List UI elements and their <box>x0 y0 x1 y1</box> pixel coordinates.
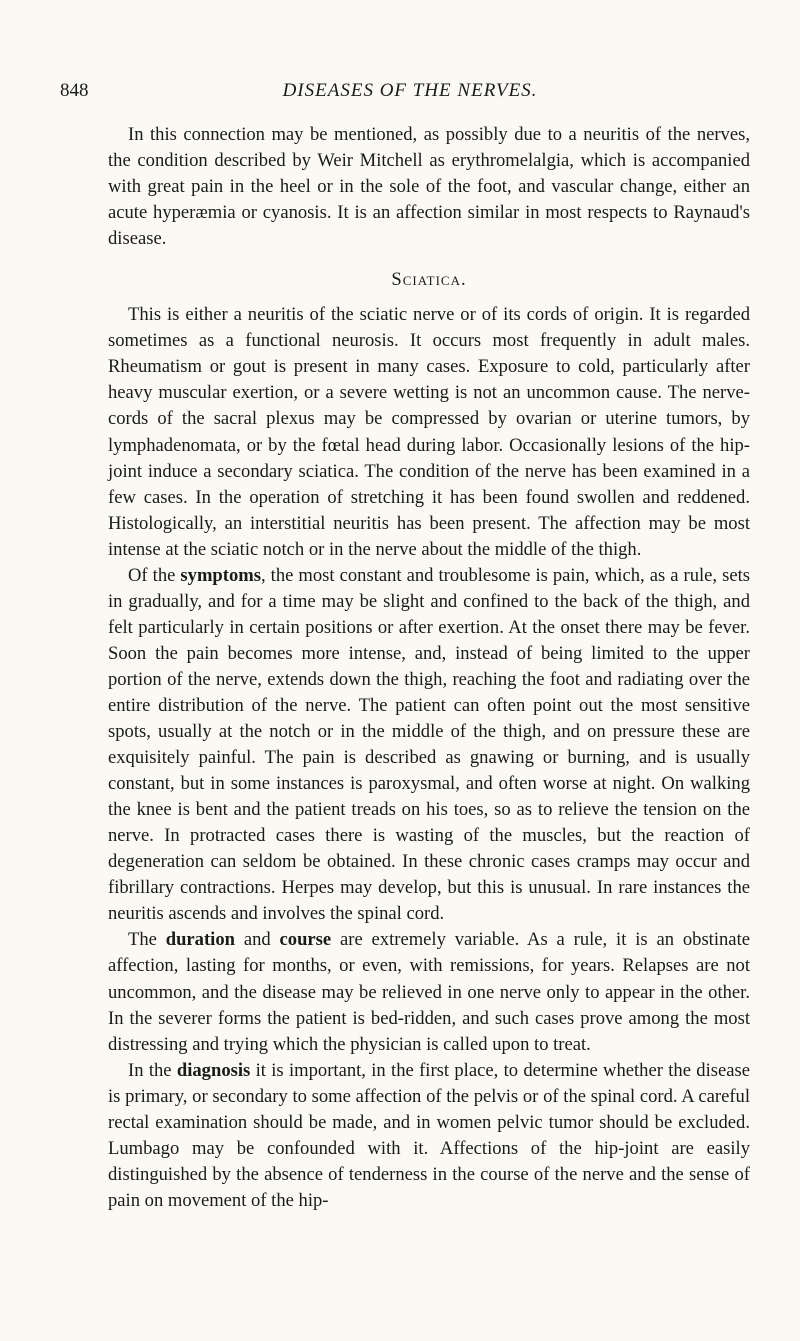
paragraph-symptoms <box>108 563 750 928</box>
symptoms-text: , the most constant and troublesome is pain, which, as a rule, sets in gradually, and for a time may be slight and confined to the back of the thigh, and felt particularly in certain positions or after exertion. At the onset there may be fever. Soon the pain becomes more intense, and, instead of being limited to the upper portion of the nerve, extends down the thigh, reaching the foot and radiating over the entire distribution of the nerve. The patient can often point out the most sensitive spots, usually at the notch or in the middle of the thigh, and on pressure these are exquisitely painful. The pain is described as gnawing or burning, and is usually constant, but in some instances is paroxysmal, and often worse at night. On walking the knee is bent and the patient treads on his toes, so as to relieve the tension on the nerve. In protracted cases there is wasting of the muscles, but the reaction of degeneration can seldom be obtained. In these chronic cases cramps may occur and fibrillary contractions. Herpes may develop, but this is unusual. In rare instances the neuritis ascends and involves the spinal cord. <box>108 564 750 925</box>
paragraph-diagnosis <box>108 1058 750 1214</box>
body-text <box>108 122 750 1214</box>
page-number: 848 <box>60 80 89 101</box>
page-header <box>60 80 760 104</box>
diagnosis-text: it is important, in the first place, to determine whether the disease is primary, or secondary to some affection of the pelvis or of the spinal cord. A careful rectal examination should be made, and in women pelvic tumor should be excluded. Lumbago may be confounded with it. Affections of the hip-joint are easily distinguished by the absence of tenderness in the course of the nerve and the sense of pain on movement of the hip- <box>108 1059 750 1211</box>
duration-term: duration <box>165 929 235 951</box>
paragraph-intro: In this connection may be mentioned, as possibly due to a neuritis of the nerves, the condition described by Weir Mitchell as erythromelalgia, which is accompanied with great pain in the heel or in the sole of the foot, and vascular change, either an acute hyperæmia or cyanosis. It is an affection similar in most respects to Raynaud's disease. <box>108 124 750 250</box>
duration-connector: and <box>234 929 280 951</box>
section-title: Sciatica. <box>391 269 467 291</box>
paragraph-definition: This is either a neuritis of the sciatic nerve or of its cords of origin. It is regarded sometimes as a functional neurosis. It occurs most frequently in adult males. Rheumatism or gout is present in many cases. Exposure to cold, particularly after heavy muscular exertion, or a severe wetting is not an uncommon cause. The nerve-cords of the sacral plexus may be compressed by ovarian or uterine tumors, by lymphadenomata, or by the fœtal head during labor. Occasionally lesions of the hip-joint induce a secondary sciatica. The condition of the nerve has been examined in a few cases. In the operation of stretching it has been found swollen and reddened. Histologically, an interstitial neuritis has been present. The affection may be most intense at the sciatic notch or in the nerve about the middle of the thigh. <box>108 304 750 560</box>
symptoms-term: symptoms <box>180 564 261 586</box>
duration-lead: The <box>128 929 166 951</box>
symptoms-lead: Of the <box>128 564 181 586</box>
diagnosis-lead: In the <box>128 1059 177 1081</box>
diagnosis-term: diagnosis <box>176 1059 251 1081</box>
duration-text: are extremely variable. As a rule, it is an obstinate affection, lasting for months, or even, with remissions, for years. Relapses are not uncommon, and the disease may be relieved in one nerve only to appear in the other. In the severer forms the patient is bed-ridden, and such cases prove among the most distressing and trying which the physician is called upon to treat. <box>108 929 750 1055</box>
paragraph-duration <box>108 927 750 1057</box>
course-term: course <box>279 929 332 951</box>
running-title: DISEASES OF THE NERVES. <box>282 80 538 101</box>
